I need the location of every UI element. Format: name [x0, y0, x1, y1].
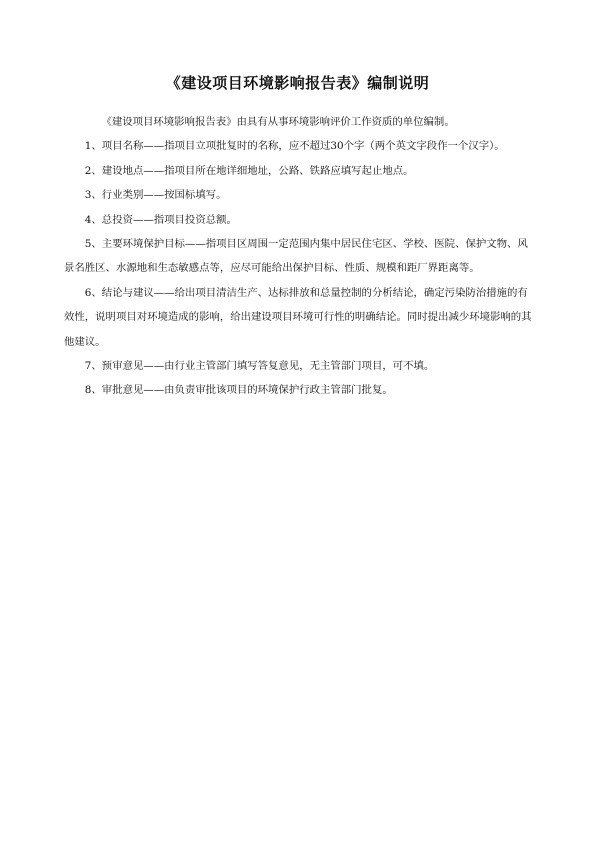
item-total-investment: 4、总投资——指项目投资总额。 [84, 213, 237, 226]
document-title: 《建设项目环境影响报告表》编制说明 [165, 74, 430, 92]
item-conclusions: 6、结论与建议——给出项目清洁生产、达标排放和总量控制的分析结论，确定污染防治措施的有效性，说明项目对环境造成的影响，给出建设项目环境可行性的明确结论。同时提出减少环境影响的其他建议。 [64, 286, 532, 348]
document-body [64, 110, 532, 403]
item-construction-location: 2、建设地点——指项目所在地详细地址，公路、铁路应填写起止地点。 [84, 164, 414, 177]
item-industry-category: 3、行业类别——按国标填写。 [84, 189, 227, 202]
intro-paragraph: 《建设项目环境影响报告表》由具有从事环境影响评价工作资质的单位编制。 [101, 116, 455, 128]
item-approval: 8、审批意见——由负责审批该项目的环境保护行政主管部门批复。 [84, 384, 393, 397]
item-pre-review: 7、预审意见——由行业主管部门填写答复意见，无主管部门项目，可不填。 [84, 360, 435, 373]
item-protection-targets: 5、主要环境保护目标——指项目区周围一定范围内集中居民住宅区、学校、医院、保护文物、风景名胜区、水源地和生态敏感点等，应尽可能给出保护目标、性质、规模和距厂界距离等。 [64, 238, 528, 275]
item-project-name: 1、项目名称——指项目立项批复时的名称，应不超过30个字（两个英文字段作一个汉字）。 [84, 140, 505, 153]
